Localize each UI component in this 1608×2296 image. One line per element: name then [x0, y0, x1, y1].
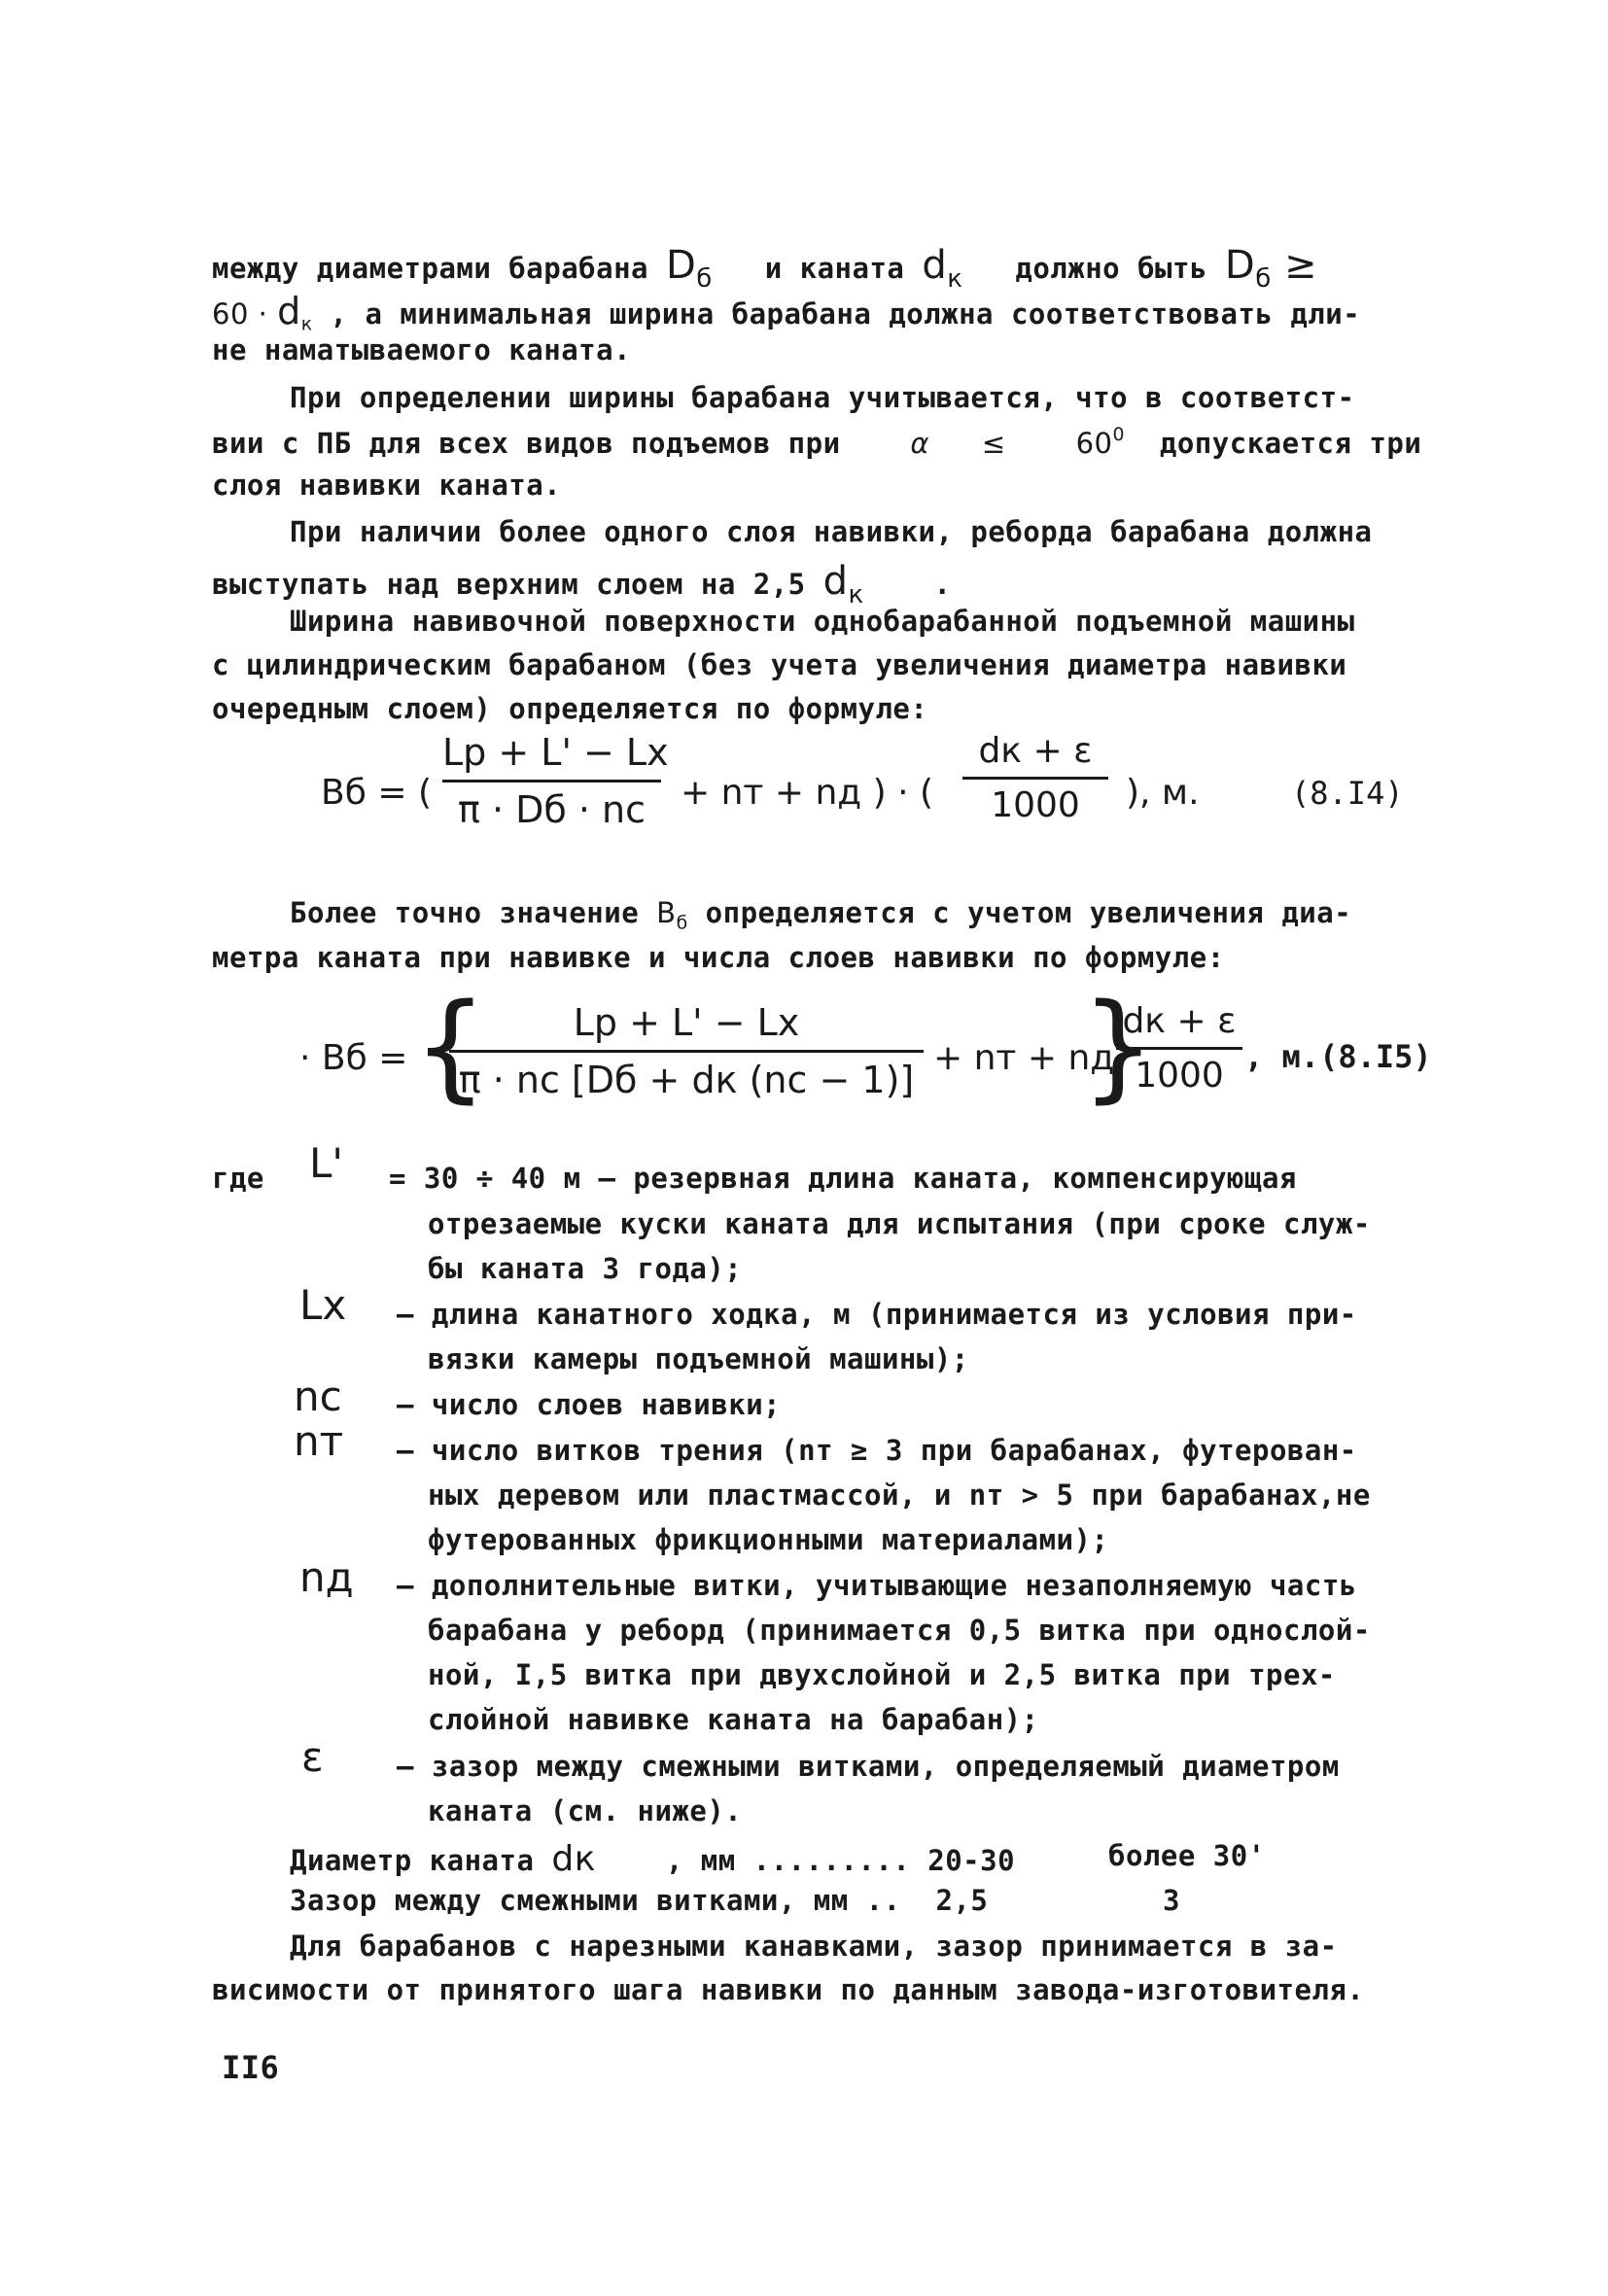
math-symbol: dк — [551, 1839, 597, 1879]
fraction-numerator: Lр + L' − Lх — [573, 1001, 800, 1044]
def-line: – длина канатного ходка, м (принимается из условия при- — [397, 1298, 1357, 1331]
math-symbol: α — [910, 427, 930, 461]
math-symbol: $D_б$ — [665, 243, 713, 295]
def-line: вязки камеры подъемной машины); — [428, 1342, 969, 1375]
def-symbol: nт — [294, 1417, 344, 1465]
formula-8-14-tail: ), м. — [1126, 773, 1200, 813]
table-value: более 30' — [1108, 1839, 1266, 1872]
def-symbol: L' — [309, 1139, 343, 1187]
def-line: каната (см. ниже). — [428, 1794, 743, 1827]
text-line: не наматываемого каната. — [212, 333, 632, 366]
def-symbol: Lх — [299, 1281, 347, 1329]
def-line: – дополнительные витки, учитывающие незаполняемую часть — [397, 1569, 1357, 1602]
text-fragment: определяется с учетом увеличения диа- — [705, 896, 1352, 929]
math-symbol: $d_к$ — [922, 243, 963, 295]
where-label: где — [212, 1162, 264, 1195]
def-line: ной, I,5 витка при двухслойной и 2,5 витка при трех- — [428, 1658, 1336, 1691]
text-line: метра каната при навивке и числа слоев навивки по формуле: — [212, 941, 1225, 974]
formula-8-14-fraction-2 — [962, 731, 1108, 825]
fraction-denominator: π · nс [Dб + dк (nс − 1)] — [458, 1059, 915, 1101]
text-line: При определении ширины барабана учитывается, что в соответст- — [290, 381, 1355, 414]
def-line: – число витков трения (nт ≥ 3 при барабанах, футерован- — [397, 1434, 1357, 1467]
text-line: Для барабанов с нарезными канавками, зазор принимается в за- — [290, 1930, 1338, 1963]
formula-number: (8.I4) — [1291, 775, 1404, 812]
fraction-denominator: 1000 — [1135, 1056, 1224, 1096]
def-line: – зазор между смежными витками, определяемый диаметром — [397, 1750, 1340, 1783]
formula-8-15-fraction-1 — [449, 1001, 924, 1101]
text-fragment: и каната — [764, 252, 905, 285]
formula-8-14-mid: + nт + nд ) · ( — [681, 773, 934, 813]
text-line: При наличии более одного слоя навивки, реборда барабана должна — [290, 515, 1373, 548]
def-symbol: nд — [299, 1553, 354, 1601]
table-row — [290, 1884, 988, 1917]
text-fragment: должно быть — [1015, 252, 1207, 285]
fraction-bar — [442, 780, 661, 783]
math-symbol: $B_б$ — [656, 896, 688, 934]
def-line: слойной навивке каната на барабан); — [428, 1703, 1039, 1736]
table-value: 2,5 — [935, 1884, 989, 1917]
right-brace: } — [1081, 980, 1156, 1115]
math-symbol: $60^0$ — [1075, 425, 1125, 461]
fraction-numerator: Lр + L' − Lх — [442, 731, 669, 774]
formula-8-15-tail: , м.(8.I5) — [1244, 1038, 1432, 1075]
def-line: ных деревом или пластмассой, и nт > 5 при барабанах,не — [428, 1478, 1371, 1512]
text-line: очередным слоем) определяется по формуле: — [212, 692, 928, 725]
fraction-bar — [1116, 1047, 1242, 1050]
table-label: Зазор между смежными витками, мм .. — [290, 1884, 901, 1917]
text-fragment: вии с ПБ для всех видов подъемов при — [212, 427, 841, 461]
math-symbol: $D_б$ ≥ — [1224, 243, 1317, 295]
text-line: висимости от принятого шага навивки по данным завода-изготовителя. — [212, 1973, 1365, 2006]
page-number: II6 — [222, 2049, 280, 2086]
text-fragment: между диаметрами барабана — [212, 252, 648, 285]
def-symbol: ε — [301, 1733, 324, 1781]
formula-8-15-lhs: · Bб = — [299, 1038, 408, 1078]
text-line: Ширина навивочной поверхности однобарабанной подъемной машины — [290, 605, 1355, 638]
fraction-numerator: dк + ε — [1122, 1001, 1237, 1041]
fraction-numerator: dк + ε — [978, 731, 1093, 771]
text-fragment: выступать над верхним слоем на 2,5 — [212, 568, 806, 601]
text-line — [212, 290, 1360, 335]
def-line: – число слоев навивки; — [397, 1388, 782, 1421]
formula-8-15-fraction-2 — [1116, 1001, 1242, 1096]
def-symbol: nс — [294, 1373, 342, 1420]
def-line: бы каната 3 года); — [428, 1252, 743, 1285]
left-brace: { — [413, 980, 488, 1115]
text-line — [212, 243, 1317, 294]
def-line: отрезаемые куски каната для испытания (при сроке служ- — [428, 1207, 1371, 1240]
table-leader: , мм ......... — [665, 1844, 911, 1877]
fraction-bar — [962, 777, 1108, 780]
text-fragment: , а минимальная ширина барабана должна соответствовать дли- — [330, 297, 1361, 330]
formula-8-14-lhs: Bб = ( — [321, 773, 432, 813]
text-fragment: Более точно значение — [290, 896, 640, 929]
def-line: футерованных фрикционными материалами); — [428, 1523, 1109, 1556]
fraction-denominator: π · Dб · nс — [457, 788, 647, 831]
formula-8-15-mid: + nт + nд — [933, 1038, 1115, 1078]
def-line: барабана у реборд (принимается 0,5 витка при однослой- — [428, 1614, 1371, 1647]
text-line: слоя навивки каната. — [212, 469, 562, 502]
fraction-denominator: 1000 — [991, 785, 1080, 825]
table-label: Диаметр каната — [290, 1844, 535, 1877]
def-line: = 30 ÷ 40 м – резервная длина каната, компенсирующая — [389, 1162, 1297, 1195]
math-symbol: ≤ — [981, 427, 1006, 461]
math-symbol: $60 \cdot d_к$ — [212, 290, 313, 335]
table-value: 3 — [1163, 1884, 1180, 1917]
table-value: 20-30 — [927, 1844, 1016, 1877]
text-line — [212, 425, 1421, 460]
text-line — [290, 896, 1351, 934]
math-symbol: $d_к$ — [822, 559, 864, 610]
text-line: с цилиндрическим барабаном (без учета увеличения диаметра навивки — [212, 648, 1347, 681]
table-row — [290, 1839, 1015, 1879]
text-line: выступать над верхним слоем на 2,5 $d_к$ . — [212, 559, 952, 610]
text-fragment: допускается три — [1159, 427, 1422, 461]
formula-8-14-fraction-1 — [442, 731, 669, 831]
fraction-bar — [449, 1050, 924, 1053]
